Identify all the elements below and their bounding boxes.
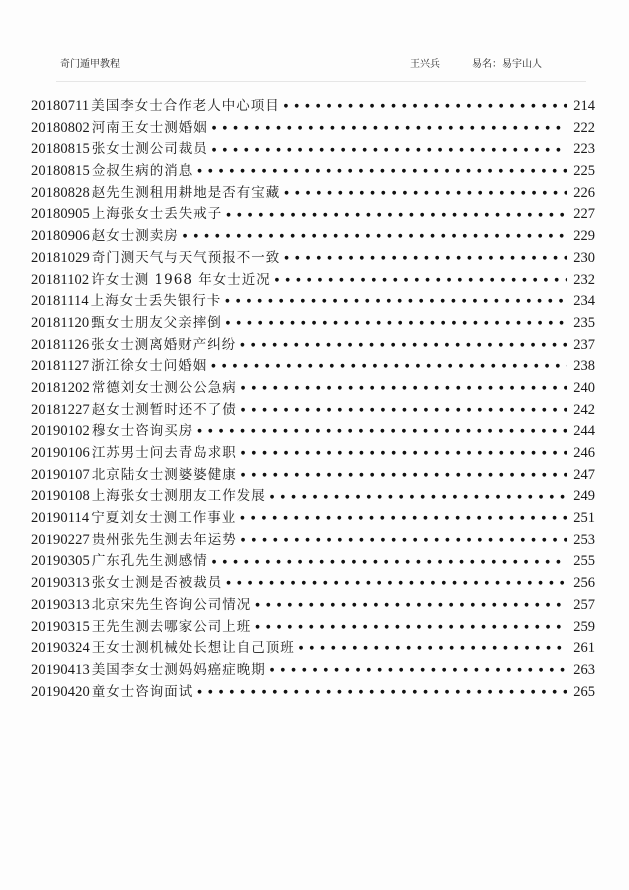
toc-entry-date: 20190313 — [31, 596, 90, 613]
toc-entry-date: 20180906 — [31, 228, 90, 245]
toc-entry[interactable] — [31, 486, 595, 508]
toc-dot-leader — [270, 486, 567, 508]
toc-entry-date: 20190324 — [31, 640, 90, 657]
toc-dot-leader — [241, 530, 567, 552]
toc-entry-date: 20181120 — [31, 314, 90, 331]
toc-entry-date: 20190114 — [31, 510, 90, 527]
toc-entry-page-number: 222 — [573, 119, 595, 136]
toc-entry-date: 20180905 — [31, 206, 90, 223]
toc-entry-page-number: 237 — [573, 336, 595, 353]
toc-entry-date: 20180711 — [31, 98, 90, 114]
toc-entry-page-number: 230 — [573, 249, 595, 266]
table-of-contents — [31, 96, 595, 703]
toc-entry-title: 奇门测天气与天气预报不一致 — [91, 249, 281, 266]
toc-entry-page-number: 238 — [573, 358, 595, 375]
toc-entry-page-number: 223 — [573, 141, 595, 158]
toc-entry[interactable] — [31, 400, 595, 422]
toc-entry-date: 20190313 — [31, 575, 90, 592]
toc-entry[interactable] — [31, 96, 595, 118]
book-title: 奇门遁甲教程 — [60, 59, 120, 70]
toc-entry-date: 20180802 — [31, 119, 90, 136]
toc-dot-leader — [241, 465, 567, 487]
toc-entry-title: 赵女士测卖房 — [91, 228, 179, 245]
toc-entry-date: 20180815 — [31, 163, 90, 180]
toc-entry[interactable] — [31, 226, 595, 248]
toc-entry[interactable] — [31, 248, 595, 270]
toc-dot-leader — [211, 356, 567, 378]
running-header — [60, 55, 577, 71]
toc-entry[interactable] — [31, 573, 595, 595]
toc-entry[interactable] — [31, 551, 595, 573]
toc-entry-title: 王女士测机械处长想让自己顶班 — [91, 640, 295, 657]
toc-entry-title: 上海女士丢失银行卡 — [90, 293, 222, 310]
toc-entry-title: 北京宋先生咨询公司情况 — [91, 596, 252, 613]
toc-dot-leader — [226, 313, 567, 335]
toc-entry[interactable] — [31, 183, 595, 205]
toc-entry-title: 宁夏刘女士测工作事业 — [91, 510, 237, 527]
toc-entry-page-number: 229 — [573, 228, 595, 245]
toc-entry[interactable] — [31, 508, 595, 530]
toc-entry-page-number: 263 — [573, 661, 595, 678]
toc-entry-page-number: 261 — [573, 640, 595, 657]
toc-dot-leader — [197, 682, 567, 704]
toc-entry[interactable] — [31, 595, 595, 617]
toc-entry-title: 美国李女士合作老人中心项目 — [91, 98, 280, 114]
toc-entry-title: 河南王女士测婚姻 — [91, 119, 208, 136]
toc-dot-leader — [270, 660, 567, 682]
toc-dot-leader — [241, 400, 567, 422]
toc-entry-date: 20181126 — [31, 336, 90, 353]
toc-entry[interactable] — [31, 161, 595, 183]
toc-entry-date: 20190305 — [31, 553, 90, 570]
toc-entry-title: 美国李女士测妈妈癌症晚期 — [91, 661, 266, 678]
toc-entry-page-number: 234 — [573, 293, 595, 310]
toc-entry-page-number: 265 — [573, 683, 595, 700]
toc-dot-leader — [240, 335, 567, 357]
toc-entry-title: 赵先生测租用耕地是否有宝藏 — [91, 184, 281, 201]
toc-dot-leader — [241, 378, 567, 400]
toc-dot-leader — [255, 595, 567, 617]
toc-entry[interactable] — [31, 335, 595, 357]
toc-entry-page-number: 246 — [573, 445, 595, 461]
toc-dot-leader — [255, 617, 567, 639]
toc-entry-date: 20190227 — [31, 531, 90, 548]
toc-entry-page-number: 240 — [573, 379, 595, 396]
toc-entry[interactable] — [31, 118, 595, 140]
toc-entry-title: 浙江徐女士问婚姻 — [91, 358, 208, 375]
toc-entry-title: 甄女士朋友父亲摔倒 — [91, 314, 222, 331]
toc-entry-date: 20181202 — [31, 379, 90, 396]
toc-entry-title: 张女士测公司裁员 — [91, 141, 208, 158]
toc-entry-page-number: 251 — [573, 510, 595, 527]
toc-entry[interactable] — [31, 443, 595, 465]
toc-entry-page-number: 253 — [573, 531, 595, 548]
toc-entry-title: 上海张女士测朋友工作发展 — [91, 488, 266, 505]
toc-entry-title: 广东孔先生测感情 — [91, 553, 208, 570]
toc-entry-title: 赵女士测暂时还不了债 — [91, 401, 237, 418]
toc-entry-date: 20190108 — [31, 488, 90, 505]
toc-dot-leader — [212, 551, 567, 573]
toc-dot-leader — [183, 226, 567, 248]
toc-entry[interactable] — [31, 139, 595, 161]
toc-entry-title: 许女士测 1968 年女士近况 — [91, 271, 271, 288]
toc-dot-leader — [284, 248, 567, 270]
toc-entry[interactable] — [31, 617, 595, 639]
toc-entry[interactable] — [31, 465, 595, 487]
toc-entry-title: 北京陆女士测婆婆健康 — [91, 466, 237, 483]
toc-entry[interactable] — [31, 291, 595, 313]
toc-dot-leader — [197, 161, 567, 183]
toc-entry-title: 常德刘女士测公公急病 — [91, 379, 237, 396]
toc-entry-date: 20190106 — [31, 445, 90, 461]
toc-dot-leader — [240, 508, 567, 530]
toc-entry[interactable] — [31, 356, 595, 378]
toc-entry[interactable] — [31, 682, 595, 704]
toc-entry-title: 张女士测离婚财产纠纷 — [91, 336, 237, 353]
toc-entry-page-number: 227 — [573, 206, 595, 223]
toc-entry[interactable] — [31, 421, 595, 443]
toc-entry-date: 20190107 — [31, 466, 90, 483]
toc-dot-leader — [299, 638, 567, 660]
toc-entry-date: 20181227 — [31, 401, 90, 418]
toc-entry-page-number: 225 — [573, 163, 595, 180]
toc-entry-date: 20190413 — [31, 661, 90, 678]
toc-dot-leader — [197, 421, 567, 443]
toc-entry-title: 王先生测去哪家公司上班 — [91, 618, 252, 635]
toc-dot-leader — [275, 270, 567, 292]
toc-entry-date: 20190102 — [31, 423, 90, 440]
toc-dot-leader — [226, 204, 567, 226]
toc-entry-title: 贵州张先生测去年运势 — [91, 531, 237, 548]
toc-dot-leader — [284, 183, 567, 205]
toc-dot-leader — [212, 118, 567, 140]
toc-entry-title: 穆女士咨询买房 — [91, 423, 194, 440]
toc-entry-page-number: 249 — [573, 488, 595, 505]
toc-entry-page-number: 232 — [573, 271, 595, 288]
toc-entry[interactable] — [31, 313, 595, 335]
toc-dot-leader — [212, 139, 567, 161]
toc-entry[interactable] — [31, 530, 595, 552]
toc-entry-page-number: 244 — [573, 423, 595, 440]
toc-entry[interactable] — [31, 660, 595, 682]
toc-dot-leader — [241, 443, 567, 465]
toc-entry-date: 20180815 — [31, 141, 90, 158]
toc-entry-page-number: 255 — [573, 553, 595, 570]
author-alias: 易名：易宇山人 — [472, 59, 542, 70]
toc-entry-page-number: 247 — [573, 466, 595, 483]
toc-entry-page-number: 257 — [573, 596, 595, 613]
toc-entry-page-number: 214 — [573, 98, 595, 114]
toc-entry-title: 佥叔生病的消息 — [91, 163, 194, 180]
toc-entry[interactable] — [31, 270, 595, 292]
author-name: 王兴兵 — [410, 59, 440, 70]
toc-entry-page-number: 259 — [573, 618, 595, 635]
toc-dot-leader — [225, 291, 567, 313]
toc-entry-date: 20190420 — [31, 683, 90, 700]
toc-entry-page-number: 242 — [573, 401, 595, 418]
toc-entry-date: 20180828 — [31, 184, 90, 201]
header-divider — [56, 81, 586, 82]
toc-entry-title: 童女士咨询面试 — [91, 683, 194, 700]
toc-entry-date: 20190315 — [31, 618, 90, 635]
toc-entry-title: 江苏男士问去青岛求职 — [91, 445, 237, 461]
toc-entry[interactable] — [31, 378, 595, 400]
toc-entry-page-number: 226 — [573, 184, 595, 201]
toc-entry-title: 上海张女士丢失戒子 — [91, 206, 223, 223]
toc-entry-date: 20181127 — [31, 358, 90, 375]
toc-entry-date: 20181102 — [31, 271, 90, 288]
toc-entry-page-number: 235 — [573, 314, 595, 331]
toc-entry-title: 张女士测是否被裁员 — [91, 575, 223, 592]
toc-entry[interactable] — [31, 204, 595, 226]
toc-dot-leader — [226, 573, 567, 595]
toc-dot-leader — [284, 96, 567, 118]
toc-entry-date: 20181029 — [31, 249, 90, 266]
toc-entry-page-number: 256 — [573, 575, 595, 592]
toc-entry[interactable] — [31, 638, 595, 660]
toc-entry-date: 20181114 — [31, 293, 89, 310]
